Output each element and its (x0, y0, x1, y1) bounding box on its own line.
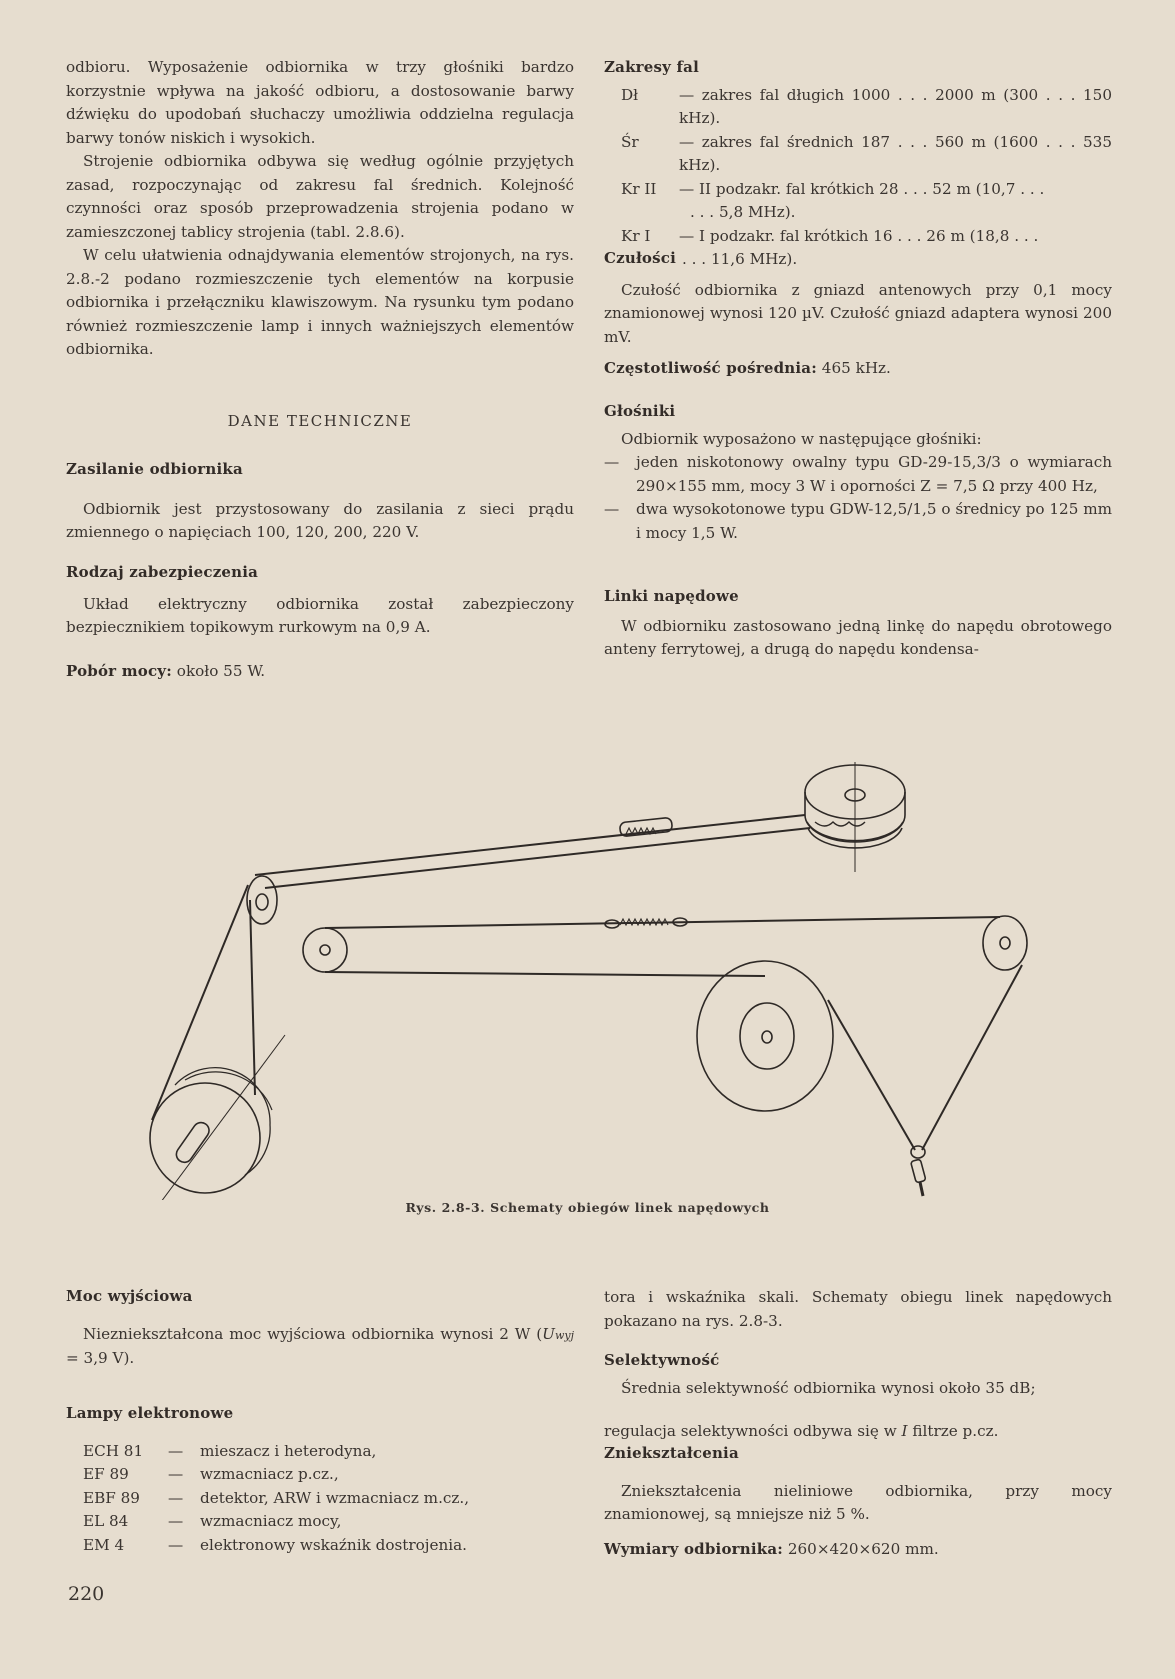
list-item: EL 84 — wzmacniacz mocy, (83, 1512, 342, 1530)
wymiary (604, 1538, 1112, 1562)
paragraph: Niezniekształcona moc wyjściowa odbiornika wynosi 2 W (Uwyj = 3,9 V). (66, 1324, 574, 1367)
dash-bullet: — (604, 500, 620, 518)
paragraph: Odbiornik wyposażono w następujące głośniki: (621, 429, 982, 448)
list-item: — jeden niskotonowy owalny typu GD-29-15,3/3 o wymiarach 290×155 mm, mocy 3 W i oporności Z = 7,5 Ω przy 400 Hz, (604, 451, 1112, 498)
pobor-label: Pobór mocy: (66, 662, 172, 680)
list-item: ECH 81 — mieszacz i heterodyna, (83, 1441, 377, 1460)
section-selektywnosc (604, 1349, 1112, 1444)
paragraph: W celu ułatwienia odnajdywania elementów strojonych, na rys. 2.8.-2 podano rozmieszczenie tych elementów na korpusie odbiornika i przełączniku klawiszowym. Na rysunku tym podano również rozmieszczenie lamp i innych ważniejszych elementów odbiornika. (66, 246, 574, 358)
heading-zabezpieczenie: Rodzaj zabezpieczenia (66, 563, 259, 581)
paragraph: Układ elektryczny odbiornika został zabezpieczony bezpiecznikiem topikowym rurkowym na 0,9 A. (66, 594, 574, 636)
czestotliwosc-value: 465 kHz. (821, 359, 891, 377)
heading-czulosci: Czułości (604, 249, 677, 267)
range-continuation: . . . 5,8 MHz). (690, 203, 796, 221)
paragraph: Czułość odbiornika z gniazd antenowych przy 0,1 mocy znamionowej wynosi 120 µV. Czułość gniazd adaptera wynosi 200 mV. (604, 280, 1112, 346)
dial-drum-icon (805, 762, 905, 872)
heading-glosniki: Głośniki (604, 402, 676, 420)
paragraph: regulacja selektywności odbywa się w I filtrze p.cz. (604, 1422, 999, 1440)
paragraph: Średnia selektywność odbiornika wynosi około 35 dB; (621, 1378, 1036, 1397)
section-lampy (66, 1402, 574, 1557)
wymiary-value: 260×420×620 mm. (787, 1540, 939, 1558)
figure-caption: Rys. 2.8-3. Schematy obiegów linek napędowych (405, 1200, 770, 1215)
czestotliwosc-label: Częstotliwość pośrednia: (604, 359, 817, 377)
tube-list (66, 1440, 574, 1558)
heading-zakresy: Zakresy fal (604, 58, 699, 76)
section-moc (66, 1285, 574, 1371)
linki-continuation (604, 1286, 1112, 1333)
idler-pulley-icon (247, 876, 277, 924)
page-number: 220 (68, 1583, 105, 1605)
range-item: Kr II — II podzakr. fal krótkich 28 . . . 52 m (10,7 . . . (621, 179, 1045, 198)
paragraph: Odbiornik jest przystosowany do zasilania z sieci prądu zmiennego o napięciach 100, 120, 200, 220 V. (66, 499, 574, 541)
range-item: Dł — zakres fal długich 1000 . . . 2000 m (300 . . . 150 kHz). (621, 85, 1112, 127)
idler-pulley-icon (983, 916, 1027, 970)
heading-moc: Moc wyjściowa (66, 1287, 193, 1305)
paragraph: tora i wskaźnika skali. Schematy obiegu linek napędowych pokazano na rys. 2.8-3. (604, 1288, 1112, 1330)
paragraph: Strojenie odbiornika odbywa się według ogólnie przyjętych zasad, rozpoczynając od zakresu fal średnich. Kolejność czynności oraz sposób przeprowadzenia strojenia podano w zamieszczonej tablicy strojenia (tabl. 2.8.6). (66, 152, 574, 241)
heading-znieksztalcenia: Zniekształcenia (604, 1444, 739, 1462)
antenna-drum-icon (150, 1035, 285, 1200)
section-znieksztalcenia (604, 1442, 1112, 1527)
paragraph: odbioru. Wyposażenie odbiornika w trzy głośniki bardzo korzystnie wpływa na jakość odbioru, a dostosowanie barwy dźwięku do upodobań słuchaczy umożliwia oddzielna regulacja barwy tonów niskich i wysokich. (66, 58, 574, 147)
list-item: EM 4 — elektronowy wskaźnik dostrojenia. (83, 1535, 467, 1554)
capacitor-pulley-icon (697, 961, 833, 1111)
section-title: DANE TECHNICZNE (227, 412, 413, 430)
tuning-shaft-icon (911, 1146, 926, 1196)
list-item: — dwa wysokotonowe typu GDW-12,5/1,5 o średnicy po 125 mm i mocy 1,5 W. (604, 498, 1112, 545)
paragraph: Zniekształcenia nieliniowe odbiornika, przy mocy znamionowej, są mniejsze niż 5 %. (604, 1481, 1112, 1523)
heading-zasilanie: Zasilanie odbiornika (66, 460, 243, 478)
heading-linki: Linki napędowe (604, 587, 739, 605)
list-item: EF 89 — wzmacniacz p.cz., (83, 1465, 339, 1483)
idler-pulley-icon (303, 928, 347, 972)
heading-selektywnosc: Selektywność (604, 1351, 720, 1369)
heading-lampy: Lampy elektronowe (66, 1404, 234, 1422)
pobor-value: około 55 W. (176, 662, 266, 680)
range-continuation: . . . 11,6 MHz). (682, 250, 798, 268)
list-item: EBF 89 — detektor, ARW i wzmacniacz m.cz., (83, 1488, 470, 1507)
paragraph: W odbiorniku zastosowano jedną linkę do napędu obrotowego anteny ferrytowej, a drugą do napędu kondensa- (604, 616, 1112, 658)
range-item: Kr I — I podzakr. fal krótkich 16 . . . 26 m (18,8 . . . (621, 226, 1039, 245)
range-item: Śr — zakres fal średnich 187 . . . 560 m (1600 . . . 535 kHz). (621, 132, 1112, 174)
wymiary-label: Wymiary odbiornika: (604, 1540, 784, 1558)
dash-bullet: — (604, 453, 620, 471)
